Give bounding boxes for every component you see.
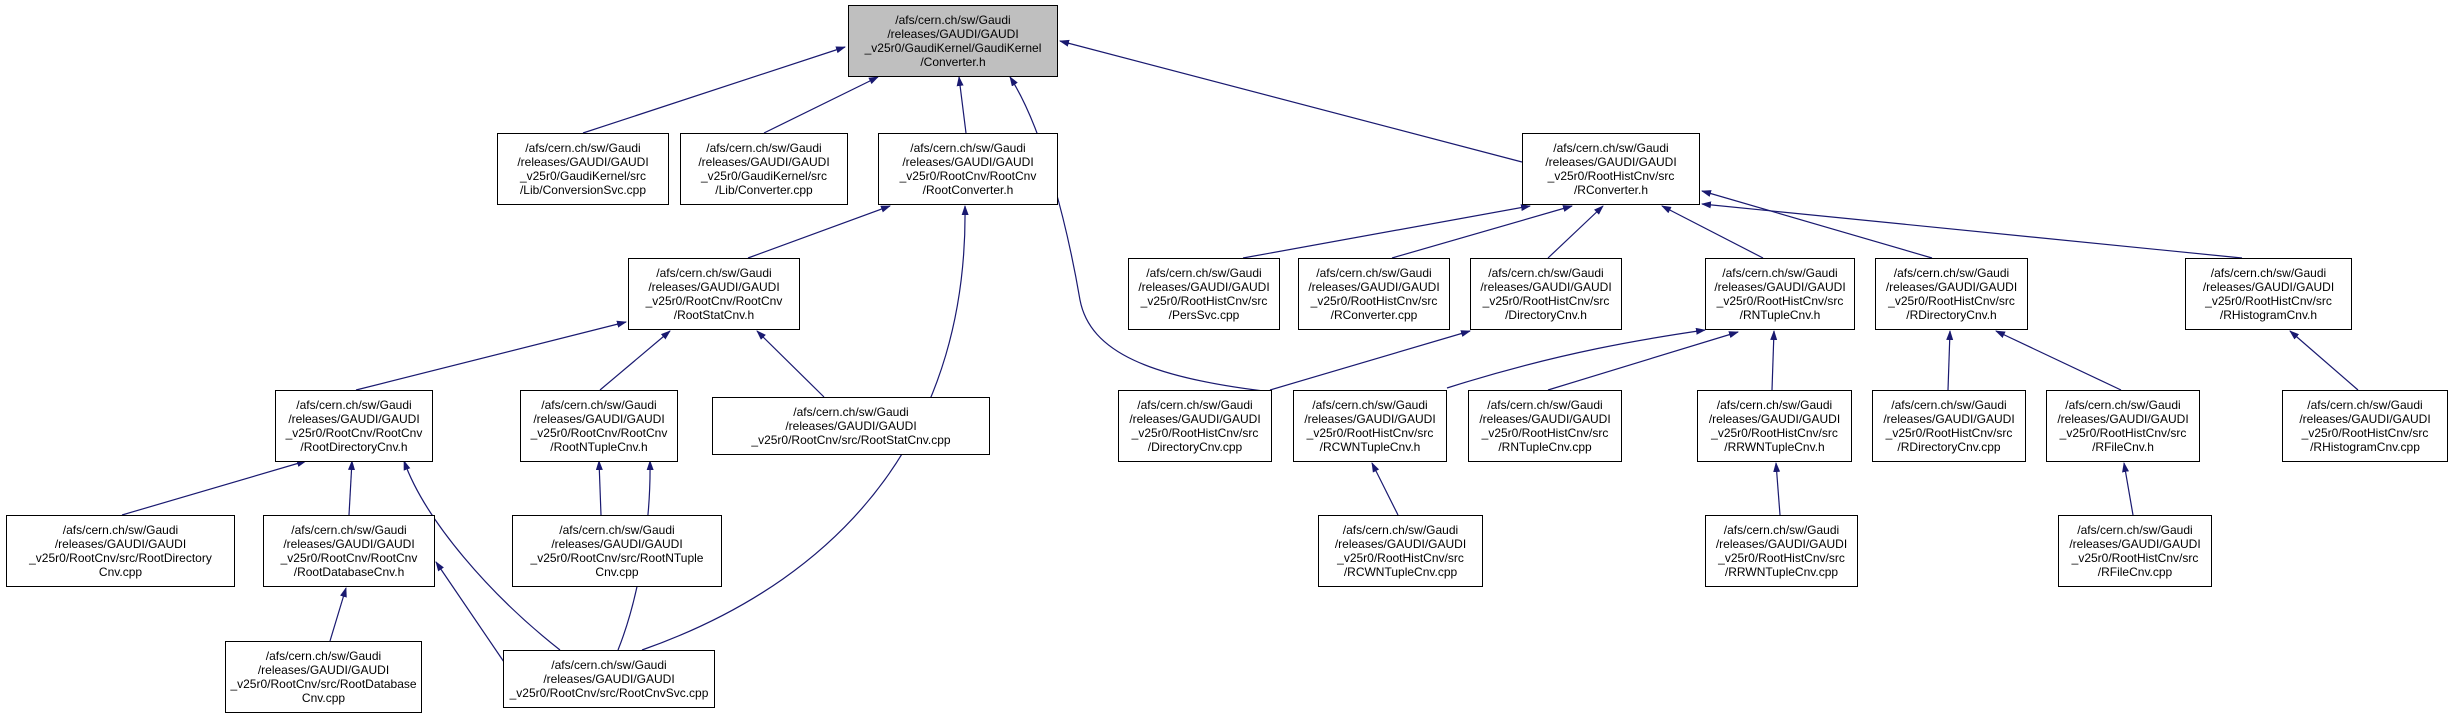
node-label-line: /releases/GAUDI/GAUDI	[543, 672, 675, 686]
node-label-line: /afs/cern.ch/sw/Gaudi	[895, 13, 1011, 27]
edge-rootstatcnv-cpp-to-rootstatcnv-h	[757, 331, 824, 397]
graph-node-rhistogramcnv-cpp[interactable]	[2282, 390, 2448, 462]
node-label-line: /RootNTupleCnv.h	[550, 440, 648, 454]
node-label-line: _v25r0/RootHistCnv/src	[1547, 169, 1675, 183]
node-label-line: /RConverter.cpp	[1330, 308, 1418, 322]
node-label-line: /RFileCnv.h	[2092, 440, 2154, 454]
graph-node-directorycnv-h[interactable]	[1470, 258, 1622, 330]
graph-node-rconverter-cpp[interactable]	[1298, 258, 1450, 330]
node-label-line: /RDirectoryCnv.h	[1906, 308, 1997, 322]
node-label-line: _v25r0/RootHistCnv/src	[1140, 294, 1268, 308]
edge-rootdatabasecnv-h-to-rootdirectorycnv-h	[349, 461, 352, 515]
graph-node-rfilecnv-h[interactable]	[2046, 390, 2200, 462]
edge-rcwntuplecnv-h-to-rntuplecnv-h	[1447, 330, 1705, 388]
graph-node-rootdatabasecnv-cpp[interactable]	[225, 641, 422, 713]
graph-node-rootcnvsvc-cpp[interactable]	[503, 650, 715, 708]
node-label-line: /releases/GAUDI/GAUDI	[785, 419, 917, 433]
node-label-line: _v25r0/GaudiKernel/GaudiKernel	[864, 41, 1042, 55]
edge-rrwntuplecnv-h-to-rntuplecnv-h	[1772, 331, 1774, 390]
node-label-line: /releases/GAUDI/GAUDI	[1708, 412, 1841, 426]
graph-node-rhistogramcnv-h[interactable]	[2185, 258, 2352, 330]
node-label-line: /afs/cern.ch/sw/Gaudi	[1146, 266, 1262, 280]
node-label-line: _v25r0/RootHistCnv/src	[2071, 551, 2199, 565]
node-label-line: /RFileCnv.cpp	[2097, 565, 2173, 579]
node-label-line: _v25r0/GaudiKernel/src	[700, 169, 828, 183]
edge-directorycnv-cpp-to-directorycnv-h	[1270, 331, 1470, 390]
node-label-line: /releases/GAUDI/GAUDI	[1885, 280, 2018, 294]
node-label-line: /afs/cern.ch/sw/Gaudi	[706, 141, 822, 155]
node-label-line: /afs/cern.ch/sw/Gaudi	[525, 141, 641, 155]
graph-node-rootconverter-h[interactable]	[878, 133, 1058, 205]
node-label-line: /releases/GAUDI/GAUDI	[2202, 280, 2335, 294]
node-label-line: /RRWNTupleCnv.h	[1724, 440, 1825, 454]
node-label-line: /afs/cern.ch/sw/Gaudi	[541, 398, 657, 412]
edge-conversionsvc-cpp-to-converter-h	[583, 47, 845, 133]
node-label-line: /Lib/Converter.cpp	[715, 183, 813, 197]
node-label-line: /releases/GAUDI/GAUDI	[1304, 412, 1436, 426]
node-label-line: /releases/GAUDI/GAUDI	[1883, 412, 2015, 426]
node-label-line: /releases/GAUDI/GAUDI	[1480, 280, 1612, 294]
node-label-line: /releases/GAUDI/GAUDI	[1334, 537, 1467, 551]
graph-node-conversionsvc-cpp[interactable]	[497, 133, 669, 205]
edge-rdirectorycnv-h-to-rconverter-h	[1702, 191, 1932, 258]
node-label-line: Cnv.cpp	[301, 691, 346, 705]
node-label-line: /Converter.h	[920, 55, 986, 69]
node-label-line: /afs/cern.ch/sw/Gaudi	[265, 649, 382, 663]
node-label-line: _v25r0/GaudiKernel/src	[519, 169, 647, 183]
node-label-line: /releases/GAUDI/GAUDI	[283, 537, 415, 551]
graph-node-rootdirectorycnv-h[interactable]	[275, 390, 433, 462]
graph-node-rdirectorycnv-cpp[interactable]	[1872, 390, 2026, 462]
graph-node-rfilecnv-cpp[interactable]	[2058, 515, 2212, 587]
edge-directorycnv-cpp-to-converter-h	[1010, 77, 1272, 392]
edge-rhistogramcnv-cpp-to-rhistogramcnv-h	[2290, 331, 2358, 390]
graph-node-rconverter-h[interactable]	[1522, 133, 1700, 205]
node-label-line: /releases/GAUDI/GAUDI	[54, 537, 187, 551]
graph-node-perssvc-cpp[interactable]	[1128, 258, 1280, 330]
edge-rootdirectorycnv-h-to-rootstatcnv-h	[356, 322, 626, 390]
node-label-line: _v25r0/RootCnv/src/RootDatabase	[230, 677, 417, 691]
node-label-line: /releases/GAUDI/GAUDI	[1308, 280, 1440, 294]
node-label-line: /releases/GAUDI/GAUDI	[1714, 280, 1846, 294]
node-label-line: /afs/cern.ch/sw/Gaudi	[291, 523, 407, 537]
graph-node-rdirectorycnv-h[interactable]	[1875, 258, 2028, 330]
node-label-line: /RNTupleCnv.h	[1739, 308, 1821, 322]
node-label-line: _v25r0/RootCnv/RootCnv	[530, 426, 668, 440]
edge-rrwntuplecnv-cpp-to-rrwntuplecnv-h	[1776, 463, 1780, 515]
node-label-line: /afs/cern.ch/sw/Gaudi	[793, 405, 909, 419]
node-label-line: /afs/cern.ch/sw/Gaudi	[1312, 398, 1428, 412]
graph-node-rrwntuplecnv-cpp[interactable]	[1705, 515, 1858, 587]
node-label-line: /releases/GAUDI/GAUDI	[2057, 412, 2189, 426]
node-label-line: /releases/GAUDI/GAUDI	[1545, 155, 1677, 169]
edge-rootdatabasecnv-cpp-to-rootdatabasecnv-h	[330, 588, 346, 641]
node-label-line: /afs/cern.ch/sw/Gaudi	[1553, 141, 1669, 155]
node-label-line: _v25r0/RootHistCnv/src	[2059, 426, 2187, 440]
node-label-line: /afs/cern.ch/sw/Gaudi	[296, 398, 412, 412]
graph-node-converter-h[interactable]	[848, 5, 1058, 77]
node-label-line: /releases/GAUDI/GAUDI	[648, 280, 780, 294]
graph-node-rootstatcnv-cpp[interactable]	[712, 397, 990, 455]
node-label-line: /Lib/ConversionSvc.cpp	[519, 183, 647, 197]
node-label-line: /afs/cern.ch/sw/Gaudi	[1891, 398, 2007, 412]
edge-rootntuplecnv-cpp-to-rootntuplecnv-h	[599, 461, 601, 515]
edge-rfilecnv-cpp-to-rfilecnv-h	[2124, 463, 2133, 515]
node-label-line: /afs/cern.ch/sw/Gaudi	[62, 523, 179, 537]
node-label-line: /afs/cern.ch/sw/Gaudi	[559, 523, 675, 537]
edge-rhistogramcnv-h-to-rconverter-h	[1702, 204, 2242, 258]
node-label-line: _v25r0/RootHistCnv/src	[1337, 551, 1464, 565]
node-label-line: /DirectoryCnv.cpp	[1147, 440, 1243, 454]
node-label-line: _v25r0/RootCnv/RootCnv	[645, 294, 783, 308]
node-label-line: /releases/GAUDI/GAUDI	[1129, 412, 1261, 426]
node-label-line: /RRWNTupleCnv.cpp	[1724, 565, 1839, 579]
graph-node-directorycnv-cpp[interactable]	[1118, 390, 1272, 462]
node-label-line: _v25r0/RootHistCnv/src	[1131, 426, 1259, 440]
node-label-line: _v25r0/RootHistCnv/src	[1885, 426, 2013, 440]
node-label-line: /RootStatCnv.h	[673, 308, 755, 322]
node-label-line: /releases/GAUDI/GAUDI	[2299, 412, 2431, 426]
node-label-line: /releases/GAUDI/GAUDI	[2069, 537, 2201, 551]
node-label-line: /RCWNTupleCnv.h	[1319, 440, 1421, 454]
node-label-line: /PersSvc.cpp	[1168, 308, 1240, 322]
node-label-line: /releases/GAUDI/GAUDI	[1138, 280, 1270, 294]
edge-rntuplecnv-cpp-to-rntuplecnv-h	[1548, 332, 1738, 390]
edge-rootdirectorycnv-cpp-to-rootdirectorycnv-h	[122, 461, 306, 515]
node-label-line: /afs/cern.ch/sw/Gaudi	[1722, 266, 1838, 280]
node-label-line: _v25r0/RootCnv/RootCnv	[285, 426, 423, 440]
edge-rntuplecnv-h-to-rconverter-h	[1662, 206, 1763, 258]
node-label-line: /afs/cern.ch/sw/Gaudi	[2307, 398, 2423, 412]
edge-directorycnv-h-to-rconverter-h	[1548, 206, 1603, 258]
edge-rfilecnv-h-to-rdirectorycnv-h	[1996, 331, 2121, 390]
node-label-line: _v25r0/RootCnv/src/RootDirectory	[29, 551, 212, 565]
edge-rdirectorycnv-cpp-to-rdirectorycnv-h	[1948, 331, 1950, 390]
node-label-line: /releases/GAUDI/GAUDI	[288, 412, 420, 426]
node-label-line: /releases/GAUDI/GAUDI	[551, 537, 683, 551]
node-label-line: _v25r0/RootCnv/src/RootStatCnv.cpp	[751, 433, 951, 447]
node-label-line: /DirectoryCnv.h	[1505, 308, 1587, 322]
node-label-line: /releases/GAUDI/GAUDI	[257, 663, 390, 677]
node-label-line: /releases/GAUDI/GAUDI	[533, 412, 665, 426]
node-label-line: /releases/GAUDI/GAUDI	[698, 155, 830, 169]
edge-rconverter-h-to-converter-h	[1060, 41, 1522, 162]
node-label-line: /afs/cern.ch/sw/Gaudi	[1488, 266, 1604, 280]
node-label-line: /RConverter.h	[1573, 183, 1649, 197]
node-label-line: /RNTupleCnv.cpp	[1498, 440, 1592, 454]
node-label-line: /releases/GAUDI/GAUDI	[1715, 537, 1848, 551]
node-label-line: /RDirectoryCnv.cpp	[1897, 440, 2001, 454]
node-label-line: _v25r0/RootCnv/RootCnv	[280, 551, 418, 565]
graph-node-rootdatabasecnv-h[interactable]	[263, 515, 435, 587]
node-label-line: /RootDatabaseCnv.h	[293, 565, 405, 579]
node-label-line: Cnv.cpp	[98, 565, 143, 579]
node-label-line: /releases/GAUDI/GAUDI	[517, 155, 649, 169]
graph-node-rootstatcnv-h[interactable]	[628, 258, 800, 330]
node-label-line: /afs/cern.ch/sw/Gaudi	[656, 266, 772, 280]
node-label-line: /RootDirectoryCnv.h	[300, 440, 408, 454]
node-label-line: _v25r0/RootHistCnv/src	[1888, 294, 2015, 308]
node-label-line: /afs/cern.ch/sw/Gaudi	[1716, 398, 1833, 412]
graph-node-rcwntuplecnv-h[interactable]	[1293, 390, 1447, 462]
node-label-line: /afs/cern.ch/sw/Gaudi	[1893, 266, 2010, 280]
node-label-line: _v25r0/RootHistCnv/src	[1306, 426, 1434, 440]
node-label-line: _v25r0/RootCnv/RootCnv	[899, 169, 1037, 183]
node-label-line: _v25r0/RootHistCnv/src	[1718, 551, 1845, 565]
node-label-line: _v25r0/RootHistCnv/src	[1482, 294, 1610, 308]
node-label-line: /afs/cern.ch/sw/Gaudi	[1316, 266, 1432, 280]
node-label-line: /afs/cern.ch/sw/Gaudi	[1342, 523, 1459, 537]
node-label-line: /RHistogramCnv.h	[2219, 308, 2318, 322]
graph-node-rntuplecnv-h[interactable]	[1705, 258, 1855, 330]
edge-rootconverter-h-to-converter-h	[959, 77, 966, 133]
node-label-line: /afs/cern.ch/sw/Gaudi	[551, 658, 667, 672]
graph-node-rntuplecnv-cpp[interactable]	[1468, 390, 1622, 462]
node-label-line: _v25r0/RootHistCnv/src	[2205, 294, 2332, 308]
edge-converter-cpp-to-converter-h	[764, 77, 878, 133]
node-label-line: /afs/cern.ch/sw/Gaudi	[2210, 266, 2327, 280]
node-label-line: /afs/cern.ch/sw/Gaudi	[1137, 398, 1253, 412]
edge-rootntuplecnv-h-to-rootstatcnv-h	[600, 331, 670, 390]
graph-node-rootdirectorycnv-cpp[interactable]	[6, 515, 235, 587]
edge-rootstatcnv-h-to-rootconverter-h	[748, 206, 890, 258]
node-label-line: /releases/GAUDI/GAUDI	[1479, 412, 1611, 426]
node-label-line: _v25r0/RootHistCnv/src	[1716, 294, 1844, 308]
edge-perssvc-cpp-to-rconverter-h	[1243, 206, 1530, 258]
node-label-line: /RHistogramCnv.cpp	[2310, 440, 2420, 454]
node-label-line: /afs/cern.ch/sw/Gaudi	[2065, 398, 2181, 412]
graph-node-rcwntuplecnv-cpp[interactable]	[1318, 515, 1483, 587]
node-label-line: /releases/GAUDI/GAUDI	[887, 27, 1019, 41]
graph-node-rrwntuplecnv-h[interactable]	[1697, 390, 1852, 462]
node-label-line: /releases/GAUDI/GAUDI	[902, 155, 1034, 169]
graph-node-rootntuplecnv-cpp[interactable]	[512, 515, 722, 587]
node-label-line: _v25r0/RootCnv/src/RootNTuple	[530, 551, 704, 565]
node-label-line: Cnv.cpp	[595, 565, 639, 579]
node-label-line: /RootConverter.h	[922, 183, 1014, 197]
graph-node-rootntuplecnv-h[interactable]	[520, 390, 678, 462]
graph-node-converter-cpp[interactable]	[680, 133, 848, 205]
node-label-line: _v25r0/RootHistCnv/src	[1310, 294, 1438, 308]
node-label-line: _v25r0/RootHistCnv/src	[1481, 426, 1609, 440]
edge-rcwntuplecnv-cpp-to-rcwntuplecnv-h	[1372, 463, 1398, 515]
node-label-line: /afs/cern.ch/sw/Gaudi	[1723, 523, 1840, 537]
node-label-line: /afs/cern.ch/sw/Gaudi	[910, 141, 1026, 155]
node-label-line: /afs/cern.ch/sw/Gaudi	[2077, 523, 2193, 537]
node-label-line: _v25r0/RootHistCnv/src	[2301, 426, 2429, 440]
node-label-line: _v25r0/RootHistCnv/src	[1711, 426, 1838, 440]
edge-rootcnvsvc-cpp-to-rootdatabasecnv-h	[436, 562, 504, 662]
node-label-line: /afs/cern.ch/sw/Gaudi	[1487, 398, 1603, 412]
node-label-line: /RCWNTupleCnv.cpp	[1343, 565, 1458, 579]
node-label-line: _v25r0/RootCnv/src/RootCnvSvc.cpp	[509, 686, 709, 700]
edge-rconverter-cpp-to-rconverter-h	[1392, 206, 1572, 258]
